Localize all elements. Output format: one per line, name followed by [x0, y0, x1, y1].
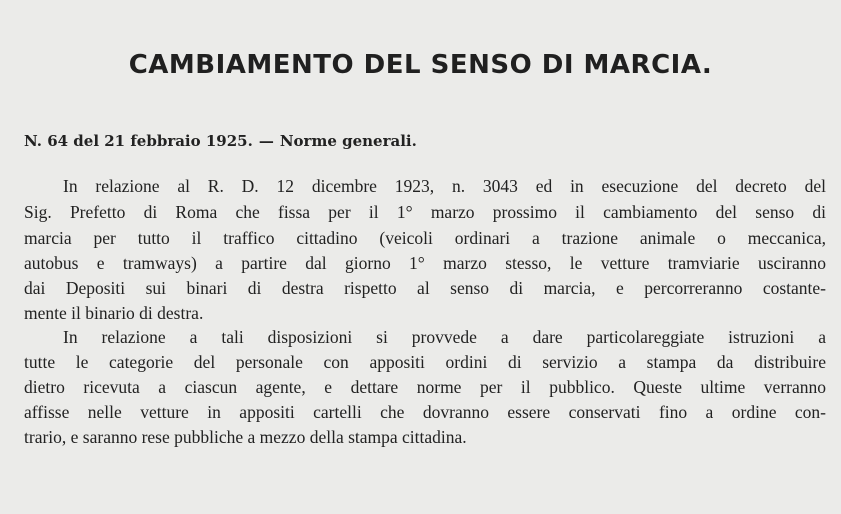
paragraph1-line: Sig. Prefetto di Roma che fissa per il 1° marzo prossimo il cambiamento del senso di [24, 202, 826, 222]
paragraph2-line: dietro ricevuta a ciascun agente, e dettare norme per il pubblico. Queste ultime verranno [24, 377, 826, 397]
heading-dash: — [258, 132, 274, 150]
document-title: CAMBIAMENTO DEL SENSO DI MARCIA. [128, 50, 713, 80]
paragraph1-line: In relazione al R. D. 12 dicembre 1923, n. 3043 ed in esecuzione del decreto del [63, 176, 826, 196]
paragraph1-line: mente il binario di destra. [24, 303, 204, 323]
paragraph1-line: dai Depositi sui binari di destra rispetto al senso di marcia, e percorreranno costante- [24, 278, 826, 298]
paragraph2-line: trario, e saranno rese pubbliche a mezzo della stampa cittadina. [24, 427, 467, 447]
paragraph1-line: marcia per tutto il traffico cittadino (veicoli ordinari a trazione animale o meccanica, [24, 228, 826, 248]
paragraph2-line: affisse nelle vetture in appositi cartelli che dovranno essere conservati fino a ordine con- [24, 402, 826, 422]
section-heading [24, 132, 417, 150]
paragraph1-line: autobus e tramways) a partire dal giorno 1° marzo stesso, le vetture tramviarie usciranno [24, 253, 826, 273]
paragraph2-line: In relazione a tali disposizioni si provvede a dare particolareggiate istruzioni a [63, 327, 826, 347]
heading-number: N. 64 del 21 febbraio 1925. [24, 132, 253, 150]
paragraph2-line: tutte le categorie del personale con appositi ordini di servizio a stampa da distribuire [24, 352, 826, 372]
heading-subject: Norme generali. [279, 132, 417, 150]
